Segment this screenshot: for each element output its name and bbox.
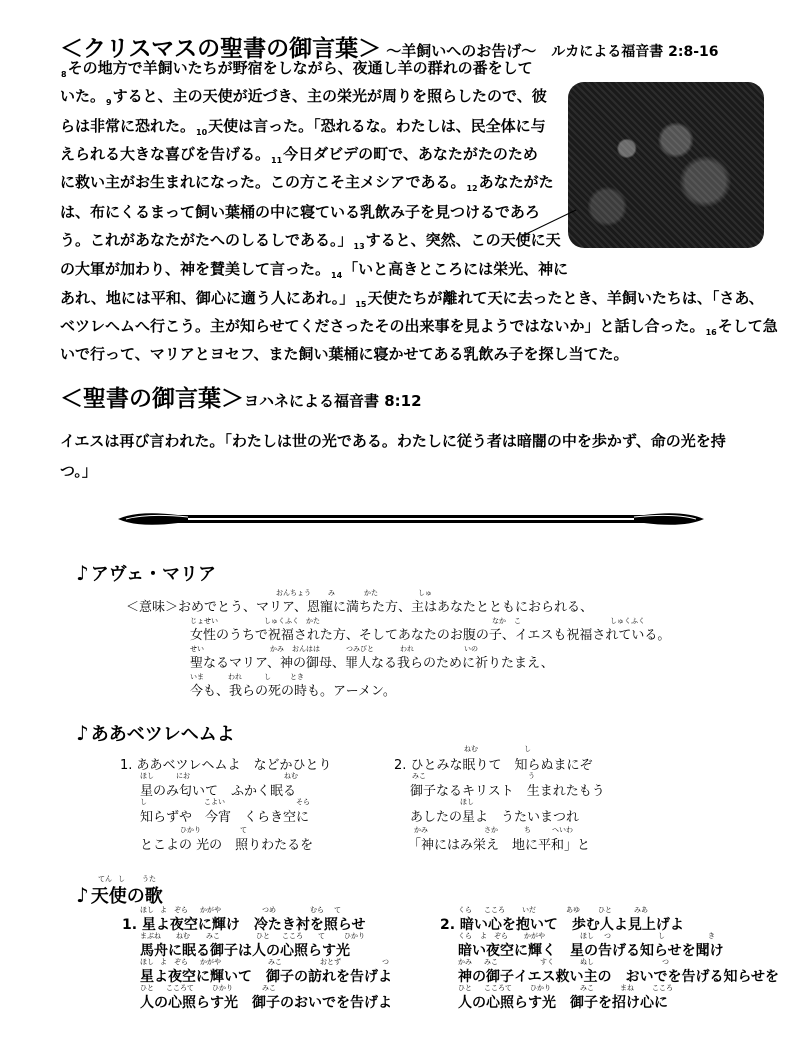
verse-number: 15 [355,300,367,309]
furigana: よ [480,932,487,940]
verse-number: 8 [61,70,67,79]
line-text: その地方で羊飼いたちが野宿をしながら、夜通し羊の群れの番をして [67,59,533,77]
furigana: ねむ [176,932,190,940]
line-text: いた。 [60,87,106,105]
furigana: おんはは [292,645,320,653]
furigana: ひと [140,984,154,992]
furigana: ほし [140,906,154,914]
section1-reference: ルカによる福音書 2:8-16 [551,44,719,60]
furigana: こころて [166,984,194,992]
furigana: みこ [262,984,276,992]
ave-maria-line: 女性のうちで祝福された方、そしてあなたのお腹の子、イエスも祝福されている。 [190,628,671,643]
nativity-photo [568,82,764,248]
furigana: みこ [206,932,220,940]
line-text: 天使たちが離れて天に去ったとき、羊飼いたちは、「さあ、 [367,289,764,307]
furigana: かた [364,589,378,597]
section2-line: つ。」 [60,462,97,480]
furigana: おとず [320,958,341,966]
section1-line [60,86,547,109]
furigana: みこ [412,772,426,780]
furigana: いま [190,673,204,681]
ave-maria-line: ＜意味＞おめでとう、マリア、恩寵に満ちた方、主はあなたとともにおられる、 [126,600,593,615]
furigana: し [118,875,125,883]
music-note-icon: ♪ [76,883,89,907]
furigana: むら [310,906,324,914]
furigana: う [528,772,535,780]
line-text: ベツレヘムへ行こう。主が知らせてくださったその出来事を見ようではないか」と話し合った。 [60,317,705,335]
line-text: いで行って、マリアとヨセフ、また飼い葉桶に寝かせてある乳飲み子を探し当てた。 [60,345,629,363]
line-text: の大軍が加わり、神を賛美して言った。 [60,260,331,278]
bethlehem-verse2-line: 「神にはみ栄え 地に平和」と [408,838,591,853]
song-title-bethlehem: ♪ ああベツレヘムよ [76,721,235,745]
line-text: に救い主がお生まれになった。この方こそ主メシアである。 [60,173,466,191]
furigana: つ [662,958,669,966]
furigana: くら [458,906,472,914]
furigana: き [708,932,715,940]
furigana: すく [540,958,554,966]
line-text: すると、突然、この天使に天 [365,231,561,249]
furigana: うた [142,875,156,883]
furigana: し [658,932,665,940]
furigana: われ [400,645,414,653]
music-note-icon: ♪ [76,721,89,745]
ave-maria-line: 今も、我らの死の時も。アーメン。 [190,684,396,699]
song-title-angels: ♪ 天使の歌 [76,883,163,907]
music-note-icon: ♪ [76,561,89,585]
furigana: よ [160,958,167,966]
furigana: われ [228,673,242,681]
furigana: て [318,932,325,940]
furigana: み [328,589,335,597]
section2-title: ＜聖書の御言葉＞ [60,386,244,412]
furigana: いだ [522,906,536,914]
furigana: あゆ [566,906,580,914]
line-text: らは非常に恐れた。 [60,117,196,135]
angels-verse2-line: 2. 暗い心を抱いて 歩む人よ見上げよ [440,917,684,933]
furigana: こよい [204,798,225,806]
section1-line [60,259,568,282]
song-title-ave-maria: ♪ アヴェ・マリア [76,561,217,585]
verse-number: 10 [196,128,208,137]
furigana: みあ [634,906,648,914]
furigana: ぬし [580,958,594,966]
furigana: つ [604,932,611,940]
section1-line [60,344,629,364]
line-text: あれ、地には平和、御心に適う人にあれ。」 [60,289,355,307]
furigana: ち [524,826,531,834]
furigana: まね [620,984,634,992]
line-text: う。これがあなたがたへのしるしである。」 [60,231,353,249]
furigana: じょせい [190,617,218,625]
line-text: そして急 [717,317,778,335]
furigana: こころて [484,984,512,992]
angels-verse2-line: 暗い夜空に輝く 星の告げる知らせを聞け [458,943,724,959]
angels-verse1-line: 馬舟に眠る御子は人の心照らす光 [140,943,350,959]
ornamental-divider [118,506,704,532]
angels-verse1-line: 人の心照らす光 御子のおいでを告げよ [140,995,392,1011]
furigana: とき [290,673,304,681]
furigana: ひと [256,932,270,940]
furigana: ひかり [530,984,551,992]
furigana: つ [382,958,389,966]
furigana: し [524,745,531,753]
line-text: あなたがた [478,173,554,191]
line-text: 「いと高きところには栄光、神に [343,260,569,278]
furigana: ひと [598,906,612,914]
bethlehem-verse1-line: 星のみ匂いて ふかく眠る [140,784,297,799]
furigana: さか [484,826,498,834]
furigana: みこ [484,958,498,966]
ave-maria-line: 聖なるマリア、神の御母、罪人なる我らのために祈りたまえ、 [190,656,554,671]
angels-verse2-line: 人の心照らす光 御子を招け心に [458,995,668,1011]
furigana: こころ [652,984,673,992]
bethlehem-verse1-line: 1. ああベツレヘムよ などかひとり [120,758,332,773]
verse-number: 12 [466,184,478,193]
furigana: よ [160,906,167,914]
line-text: えられる大きな喜びを告げる。 [60,145,271,163]
furigana: ひかり [180,826,201,834]
line-text: すると、主の天使が近づき、主の栄光が周りを照らしたので、彼 [112,87,547,105]
furigana: ぞら [174,958,188,966]
section2-reference: ヨハネによる福音書 8:12 [244,392,422,410]
bethlehem-verse2-line: 御子なるキリスト 生まれたもう [410,784,605,799]
verse-number: 11 [271,156,283,165]
furigana: かがや [524,932,545,940]
meaning-label: ＜意味＞ [126,600,179,615]
section1-line [60,316,778,339]
furigana: へいわ [552,826,573,834]
furigana: ほし [460,798,474,806]
verse-number: 9 [106,98,112,107]
furigana: ぞら [174,906,188,914]
section1-line [60,116,546,139]
furigana: かがや [200,958,221,966]
furigana: し [264,673,271,681]
section1-line [60,230,561,253]
section2-header [60,380,422,413]
line-text: 天使は言った。「恐れるな。わたしは、民全体に与 [208,117,546,135]
bethlehem-verse1-line: 知らずや 今宵 くらき空に [140,810,310,825]
furigana: ぞら [494,932,508,940]
furigana: みこ [268,958,282,966]
section1-line [60,202,540,222]
furigana: こころ [484,906,505,914]
furigana: にお [176,772,190,780]
furigana: まぶね [140,932,161,940]
furigana: こころ [282,932,303,940]
furigana: なか [492,617,506,625]
furigana: しゅ [418,589,432,597]
section1-line [60,288,764,311]
section1-line [60,172,554,195]
furigana: みこ [580,984,594,992]
furigana: しゅくふく [610,617,645,625]
bethlehem-verse2-line: あしたの星よ うたいまつれ [410,810,580,825]
verse-number: 16 [705,328,717,337]
bethlehem-verse1-line: とこよの 光の 照りわたるを [140,838,314,853]
furigana: ひかり [344,932,365,940]
section1-title: ＜クリスマスの聖書の御言葉＞ [60,36,382,62]
furigana: ひかり [212,984,233,992]
verse-number: 14 [331,271,343,280]
furigana: し [140,798,147,806]
angels-verse1-line: 1. 星よ夜空に輝け 冷たき衬を照らせ [122,917,366,933]
angels-verse1-line: 星よ夜空に輝いて 御子の訪れを告げよ [140,969,392,985]
furigana: ねむ [464,745,478,753]
photo-pointer-line [520,200,580,240]
section1-line [60,58,533,81]
furigana: かみ [414,826,428,834]
furigana: ほし [140,958,154,966]
furigana: ねむ [284,772,298,780]
furigana: かた [306,617,320,625]
furigana: こ [514,617,521,625]
furigana: て [334,906,341,914]
furigana: て [240,826,247,834]
section1-subtitle: ～羊飼いへのお告げ～ [386,42,537,60]
furigana: せい [190,645,204,653]
furigana: かみ [458,958,472,966]
furigana: ひと [458,984,472,992]
furigana: かみ [270,645,284,653]
furigana: ほし [140,772,154,780]
bethlehem-verse2-line: 2. ひとみな眠りて 知らぬまにぞ [394,758,593,773]
furigana: つめ [262,906,276,914]
verse-number: 13 [353,242,365,251]
line-text: は、布にくるまって飼い葉桶の中に寝ている乳飲み子を見つけるであろ [60,203,540,221]
furigana: つみびと [346,645,374,653]
furigana: おんちょう [276,589,311,597]
section2-line: イエスは再び言われた。「わたしは世の光である。わたしに従う者は暗闇の中を歩かず、命の光を持 [60,432,726,450]
furigana: いの [464,645,478,653]
angels-verse2-line: 神の御子イエス救い主の おいでを告げる知らせを [458,969,780,985]
section1-line [60,144,538,167]
line-text: 今日ダビデの町で、あなたがたのため [283,145,538,163]
furigana: ほし [580,932,594,940]
furigana: しゅくふく [264,617,299,625]
furigana: くら [458,932,472,940]
furigana: そら [296,798,310,806]
furigana: かがや [200,906,221,914]
furigana: てん [98,875,112,883]
